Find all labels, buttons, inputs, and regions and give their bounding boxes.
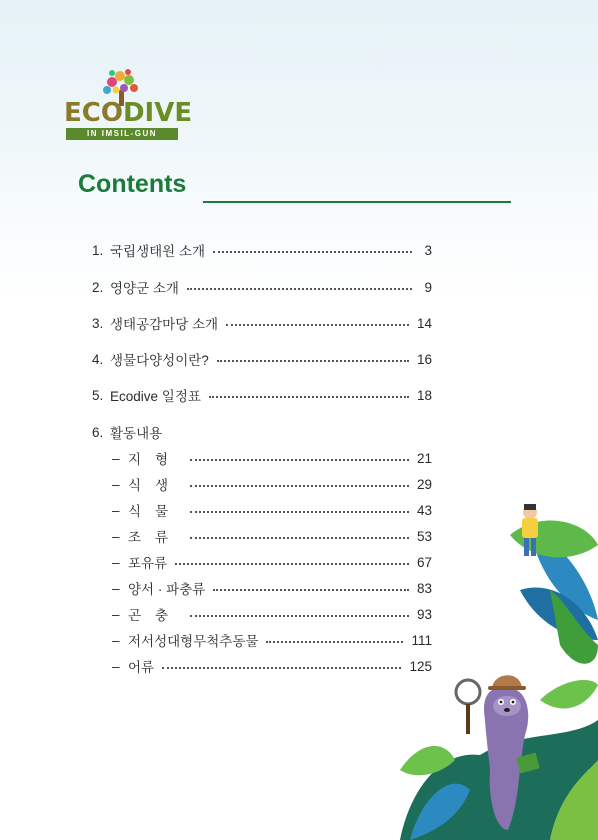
toc-page: 9 <box>424 279 432 295</box>
subitem-page: 43 <box>416 502 432 518</box>
toc-item[interactable] <box>92 313 432 333</box>
toc-number: 2. <box>92 279 104 295</box>
toc-subitem[interactable] <box>112 500 432 520</box>
toc-item[interactable] <box>92 349 432 369</box>
subitem-page: 53 <box>416 528 432 544</box>
toc-leader <box>187 288 412 290</box>
toc-leader <box>162 667 401 669</box>
toc-number: 5. <box>92 387 104 403</box>
toc-label: 활동내용 <box>110 426 163 441</box>
toc-subitem[interactable] <box>112 552 432 572</box>
subitem-label: 양서 · 파충류 <box>128 582 206 597</box>
subitem-page: 111 <box>411 632 432 648</box>
toc-leader <box>266 641 403 643</box>
toc-leader <box>226 324 409 326</box>
toc-label: Ecodive 일정표 <box>110 389 201 404</box>
toc-leader <box>209 396 409 398</box>
toc-item[interactable] <box>92 277 432 297</box>
toc-number: 1. <box>92 242 104 258</box>
toc-subitem[interactable] <box>112 448 432 468</box>
ecodive-logo <box>62 68 193 142</box>
toc-leader <box>190 615 409 617</box>
toc-number: 3. <box>92 315 104 331</box>
subitem-dash: – <box>112 476 120 492</box>
subitem-dash: – <box>112 502 120 518</box>
subitem-label: 조류 <box>128 530 183 545</box>
subitem-page: 83 <box>416 580 432 596</box>
toc-label: 영양군 소개 <box>110 281 179 296</box>
subitem-label: 식생 <box>128 478 183 493</box>
toc-label: 생물다양성이란? <box>110 353 209 368</box>
subitem-label: 포유류 <box>128 556 168 571</box>
subitem-label: 지형 <box>128 452 183 467</box>
toc-subitem[interactable] <box>112 656 432 676</box>
toc-label: 국립생태원 소개 <box>110 244 206 259</box>
logo-wordmark: ECODIVE <box>64 98 193 128</box>
toc-leader <box>190 459 409 461</box>
toc-item[interactable] <box>92 385 432 405</box>
toc-subitem[interactable] <box>112 604 432 624</box>
subitem-dash: – <box>112 554 120 570</box>
subitem-dash: – <box>112 606 120 622</box>
toc-page: 3 <box>424 242 432 258</box>
toc-leader <box>190 485 409 487</box>
toc-subitem[interactable] <box>112 474 432 494</box>
page-title: Contents <box>78 170 187 198</box>
subitem-label: 어류 <box>128 660 155 675</box>
subitem-page: 93 <box>416 606 432 622</box>
toc-leader <box>213 589 409 591</box>
toc-leader <box>213 251 412 253</box>
toc-page: 18 <box>416 387 432 403</box>
subitem-label: 곤충 <box>128 608 183 623</box>
subitem-page: 21 <box>416 450 432 466</box>
subitem-dash: – <box>112 658 120 674</box>
nature-illustration <box>400 470 598 840</box>
subitem-dash: – <box>112 528 120 544</box>
subitem-page: 125 <box>409 658 432 674</box>
toc-page: 14 <box>416 315 432 331</box>
toc-number: 6. <box>92 424 104 440</box>
subitem-page: 67 <box>416 554 432 570</box>
title-underline <box>203 201 511 203</box>
toc-leader <box>175 563 409 565</box>
toc-leader <box>190 537 409 539</box>
toc-item[interactable] <box>92 422 432 442</box>
toc-page: 16 <box>416 351 432 367</box>
toc-leader <box>217 360 409 362</box>
subitem-dash: – <box>112 450 120 466</box>
toc-subitem[interactable] <box>112 630 432 650</box>
logo-subtitle: IN IMSIL-GUN <box>66 128 178 140</box>
toc-subitem[interactable] <box>112 526 432 546</box>
toc-number: 4. <box>92 351 104 367</box>
subitem-dash: – <box>112 580 120 596</box>
toc-label: 생태공감마당 소개 <box>110 317 219 332</box>
subitem-label: 식물 <box>128 504 183 519</box>
toc-leader <box>190 511 409 513</box>
subitem-label: 저서성대형무척추동물 <box>128 634 259 649</box>
magnifier-icon <box>456 680 480 734</box>
subitem-dash: – <box>112 632 120 648</box>
toc-subitem[interactable] <box>112 578 432 598</box>
subitem-page: 29 <box>416 476 432 492</box>
toc-item[interactable] <box>92 240 432 260</box>
